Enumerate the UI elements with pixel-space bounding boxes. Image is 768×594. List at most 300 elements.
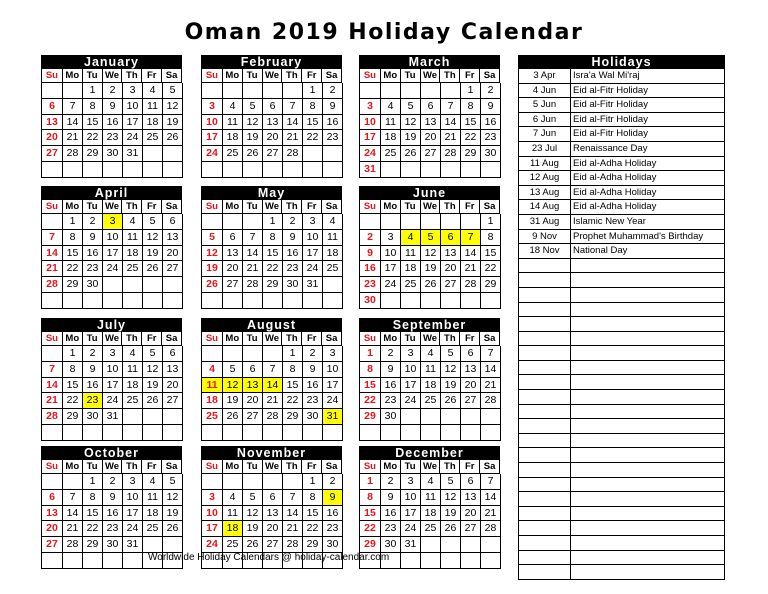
day-cell: 25 [223, 537, 243, 553]
day-cell: 28 [63, 146, 83, 162]
day-cell: 12 [441, 490, 461, 506]
empty-cell [103, 553, 123, 569]
day-cell: 27 [243, 409, 263, 425]
day-cell: 25 [143, 521, 163, 537]
day-cell: 25 [202, 409, 223, 425]
day-cell: 24 [202, 537, 223, 553]
day-cell: 23 [283, 261, 303, 277]
day-cell: 25 [123, 261, 143, 277]
holiday-date [519, 463, 571, 478]
day-cell: 15 [360, 506, 381, 522]
holiday-name [571, 492, 725, 507]
holiday-name [571, 405, 725, 420]
empty-cell [202, 83, 223, 99]
empty-cell [323, 425, 343, 441]
holiday-date [519, 521, 571, 536]
day-cell: 27 [461, 393, 481, 409]
holiday-name: Eid al-Fitr Holiday [571, 127, 725, 142]
weekday-label: Tu [243, 332, 263, 346]
holiday-date: 3 Apr [519, 69, 571, 84]
empty-cell [421, 162, 441, 178]
holiday-date: 12 Aug [519, 171, 571, 186]
day-cell: 19 [202, 261, 223, 277]
weekday-label: Su [42, 69, 63, 83]
holiday-name [571, 288, 725, 303]
holiday-date [519, 448, 571, 463]
empty-cell [401, 425, 421, 441]
empty-cell [283, 293, 303, 309]
day-cell: 13 [461, 362, 481, 378]
weekday-label: Fr [302, 332, 322, 346]
holiday-day-cell: 9 [323, 490, 343, 506]
day-cell: 22 [263, 261, 283, 277]
holiday-day-cell: 12 [223, 378, 243, 394]
day-cell: 4 [202, 362, 223, 378]
day-cell: 10 [103, 230, 123, 246]
holiday-day-cell: 5 [421, 230, 441, 246]
day-cell: 11 [421, 490, 441, 506]
day-cell: 29 [461, 146, 481, 162]
day-cell: 26 [143, 261, 163, 277]
holiday-day-cell: 14 [263, 378, 283, 394]
day-cell: 17 [381, 261, 401, 277]
holiday-date: 31 Aug [519, 215, 571, 230]
weekday-label: Tu [83, 200, 103, 214]
holiday-row [519, 390, 725, 405]
holiday-name: Prophet Muhammad's Birthday [571, 230, 725, 245]
weekday-header [201, 200, 342, 214]
weekday-label: Mo [381, 69, 401, 83]
holiday-name [571, 565, 725, 580]
day-cell: 31 [103, 409, 123, 425]
month-december [359, 446, 500, 569]
weekday-label: Sa [480, 200, 500, 214]
day-cell: 2 [83, 346, 103, 362]
empty-cell [481, 409, 501, 425]
day-cell: 24 [401, 521, 421, 537]
empty-cell [163, 537, 183, 553]
day-cell: 16 [283, 246, 303, 262]
day-cell: 20 [42, 130, 63, 146]
day-cell: 21 [63, 521, 83, 537]
holiday-name [571, 332, 725, 347]
day-cell: 27 [441, 277, 461, 293]
empty-cell [401, 162, 421, 178]
day-cell: 18 [202, 393, 223, 409]
day-cell: 28 [42, 277, 63, 293]
holiday-row [519, 273, 725, 288]
weekday-label: Sa [480, 69, 500, 83]
day-cell: 11 [323, 230, 343, 246]
holiday-name: Eid al-Fitr Holiday [571, 84, 725, 99]
day-cell: 16 [323, 115, 343, 131]
weekday-label: We [263, 69, 283, 83]
day-cell: 7 [63, 490, 83, 506]
weekday-label: Sa [322, 460, 342, 474]
day-cell: 19 [143, 378, 163, 394]
empty-cell [163, 409, 183, 425]
empty-cell [202, 162, 223, 178]
day-cell: 11 [123, 362, 143, 378]
day-cell: 9 [381, 490, 401, 506]
holiday-date [519, 419, 571, 434]
day-cell: 15 [83, 506, 103, 522]
empty-cell [441, 409, 461, 425]
day-cell: 22 [283, 393, 303, 409]
day-cell: 6 [42, 490, 63, 506]
weekday-label: Tu [401, 460, 421, 474]
empty-cell [63, 425, 83, 441]
weekday-label: We [103, 332, 123, 346]
day-cell: 30 [103, 146, 123, 162]
day-cell: 14 [283, 115, 303, 131]
weekday-label: Mo [63, 69, 83, 83]
day-cell: 28 [441, 146, 461, 162]
holiday-day-cell: 31 [323, 409, 343, 425]
day-cell: 24 [103, 393, 123, 409]
day-cell: 14 [481, 362, 501, 378]
day-cell: 4 [381, 99, 401, 115]
day-cell: 9 [103, 99, 123, 115]
day-cell: 4 [421, 474, 441, 490]
empty-cell [401, 83, 421, 99]
day-cell: 15 [303, 506, 323, 522]
weekday-header [359, 69, 500, 83]
weekday-label: Sa [322, 69, 342, 83]
empty-cell [243, 346, 263, 362]
day-cell: 10 [123, 99, 143, 115]
day-cell: 14 [243, 246, 263, 262]
day-cell: 24 [401, 393, 421, 409]
weekday-label: Tu [401, 332, 421, 346]
weekday-label: Tu [243, 69, 263, 83]
empty-cell [163, 146, 183, 162]
day-cell: 14 [461, 246, 481, 262]
day-cell: 12 [401, 115, 421, 131]
weekday-label: Sa [162, 200, 182, 214]
holiday-date [519, 492, 571, 507]
month-february [201, 55, 342, 178]
weekday-label: Tu [243, 200, 263, 214]
empty-cell [401, 214, 421, 230]
empty-cell [381, 293, 401, 309]
day-cell: 31 [123, 146, 143, 162]
weekday-label: Sa [162, 332, 182, 346]
day-cell: 15 [303, 115, 323, 131]
holiday-day-cell: 6 [441, 230, 461, 246]
day-cell: 26 [243, 146, 263, 162]
day-cell: 9 [83, 362, 103, 378]
holiday-row [519, 507, 725, 522]
holiday-date [519, 405, 571, 420]
weekday-label: Th [440, 200, 460, 214]
day-cell: 7 [42, 230, 63, 246]
day-cell: 23 [103, 130, 123, 146]
holiday-date [519, 361, 571, 376]
holiday-day-cell: 7 [461, 230, 481, 246]
day-cell: 20 [42, 521, 63, 537]
weekday-label: Su [360, 200, 381, 214]
day-cell: 19 [163, 115, 183, 131]
empty-cell [243, 425, 263, 441]
holiday-date [519, 346, 571, 361]
day-cell: 17 [123, 115, 143, 131]
month-title: August [201, 318, 342, 332]
weekday-label: Su [360, 69, 381, 83]
holiday-row [519, 405, 725, 420]
day-cell: 7 [441, 99, 461, 115]
day-cell: 31 [303, 277, 323, 293]
holiday-row [519, 259, 725, 274]
day-cell: 3 [103, 346, 123, 362]
empty-cell [123, 409, 143, 425]
day-cell: 20 [441, 261, 461, 277]
day-cell: 7 [42, 362, 63, 378]
holiday-row [519, 244, 725, 259]
month-title: April [41, 186, 182, 200]
day-cell: 20 [263, 521, 283, 537]
holiday-name: Isra'a Wal Mi'raj [571, 69, 725, 84]
holiday-row [519, 157, 725, 172]
day-grid [41, 214, 182, 309]
day-cell: 26 [202, 277, 223, 293]
day-cell: 1 [303, 474, 323, 490]
empty-cell [123, 425, 143, 441]
day-cell: 12 [163, 490, 183, 506]
day-cell: 21 [481, 378, 501, 394]
day-grid [201, 83, 342, 178]
day-cell: 1 [481, 214, 501, 230]
day-cell: 29 [263, 277, 283, 293]
day-cell: 3 [401, 346, 421, 362]
day-cell: 15 [283, 378, 303, 394]
day-cell: 23 [360, 277, 381, 293]
day-cell: 20 [243, 393, 263, 409]
day-cell: 8 [481, 230, 501, 246]
holiday-name [571, 346, 725, 361]
day-cell: 4 [223, 99, 243, 115]
day-cell: 10 [103, 362, 123, 378]
day-cell: 10 [123, 490, 143, 506]
day-cell: 25 [421, 521, 441, 537]
day-cell: 9 [283, 230, 303, 246]
day-cell: 30 [323, 537, 343, 553]
day-cell: 21 [283, 130, 303, 146]
holiday-row [519, 215, 725, 230]
weekday-label: Su [42, 200, 63, 214]
holidays-table [518, 69, 725, 580]
holiday-row [519, 127, 725, 142]
day-cell: 6 [223, 230, 243, 246]
weekday-header [41, 332, 182, 346]
weekday-label: Fr [460, 69, 480, 83]
day-cell: 6 [163, 214, 183, 230]
holiday-name [571, 273, 725, 288]
weekday-label: Sa [322, 332, 342, 346]
day-cell: 30 [83, 277, 103, 293]
day-cell: 21 [461, 261, 481, 277]
day-cell: 23 [303, 393, 323, 409]
day-cell: 6 [461, 474, 481, 490]
day-cell: 11 [223, 506, 243, 522]
day-cell: 26 [163, 521, 183, 537]
day-cell: 2 [83, 214, 103, 230]
day-cell: 23 [381, 521, 401, 537]
day-cell: 3 [323, 346, 343, 362]
day-cell: 13 [163, 362, 183, 378]
day-cell: 22 [461, 130, 481, 146]
day-cell: 19 [243, 521, 263, 537]
day-cell: 12 [143, 362, 163, 378]
day-cell: 16 [303, 378, 323, 394]
weekday-label: Fr [302, 200, 322, 214]
holiday-date: 18 Nov [519, 244, 571, 259]
empty-cell [421, 425, 441, 441]
holiday-date: 23 Jul [519, 142, 571, 157]
day-cell: 24 [323, 393, 343, 409]
day-cell: 16 [481, 115, 501, 131]
holiday-row [519, 448, 725, 463]
day-cell: 8 [283, 362, 303, 378]
day-cell: 13 [163, 230, 183, 246]
weekday-label: Mo [223, 200, 243, 214]
weekday-header [41, 460, 182, 474]
day-cell: 10 [401, 490, 421, 506]
weekday-label: Tu [243, 460, 263, 474]
day-cell: 19 [143, 246, 163, 262]
day-cell: 22 [481, 261, 501, 277]
day-cell: 26 [223, 409, 243, 425]
day-cell: 2 [283, 214, 303, 230]
holiday-name [571, 478, 725, 493]
weekday-label: Mo [223, 332, 243, 346]
holiday-row [519, 113, 725, 128]
day-cell: 3 [123, 474, 143, 490]
day-cell: 29 [83, 146, 103, 162]
day-cell: 12 [243, 115, 263, 131]
day-cell: 8 [263, 230, 283, 246]
weekday-label: Fr [142, 332, 162, 346]
weekday-label: Sa [162, 460, 182, 474]
weekday-label: Mo [381, 200, 401, 214]
holiday-name: Eid al-Adha Holiday [571, 200, 725, 215]
weekday-label: We [103, 460, 123, 474]
empty-cell [381, 214, 401, 230]
weekday-label: Sa [322, 200, 342, 214]
empty-cell [103, 293, 123, 309]
holiday-name [571, 448, 725, 463]
weekday-label: Mo [381, 332, 401, 346]
day-cell: 24 [123, 130, 143, 146]
empty-cell [42, 553, 63, 569]
day-cell: 23 [83, 261, 103, 277]
day-cell: 22 [360, 393, 381, 409]
day-cell: 30 [381, 537, 401, 553]
day-cell: 24 [123, 521, 143, 537]
day-cell: 24 [381, 277, 401, 293]
empty-cell [223, 425, 243, 441]
day-cell: 10 [401, 362, 421, 378]
empty-cell [83, 162, 103, 178]
footer-credit: Worldwide Holiday Calendars @ holiday-calendar.com [148, 552, 390, 563]
day-cell: 12 [202, 246, 223, 262]
day-cell: 20 [421, 130, 441, 146]
holiday-day-cell: 18 [223, 521, 243, 537]
day-cell: 7 [481, 346, 501, 362]
empty-cell [303, 162, 323, 178]
day-cell: 12 [163, 99, 183, 115]
day-cell: 11 [143, 99, 163, 115]
day-cell: 17 [360, 130, 381, 146]
holiday-date: 4 Jun [519, 84, 571, 99]
holiday-date: 14 Aug [519, 200, 571, 215]
weekday-label: Mo [381, 460, 401, 474]
holiday-row [519, 346, 725, 361]
day-cell: 1 [83, 474, 103, 490]
day-cell: 26 [441, 521, 461, 537]
weekday-label: We [263, 460, 283, 474]
month-title: September [359, 318, 500, 332]
holiday-name [571, 375, 725, 390]
day-cell: 20 [163, 246, 183, 262]
empty-cell [441, 537, 461, 553]
day-cell: 27 [42, 537, 63, 553]
day-cell: 15 [481, 246, 501, 262]
day-cell: 16 [323, 506, 343, 522]
holidays-panel [518, 55, 725, 580]
weekday-label: Fr [142, 69, 162, 83]
holiday-date [519, 332, 571, 347]
holiday-name: Islamic New Year [571, 215, 725, 230]
day-cell: 11 [223, 115, 243, 131]
day-cell: 27 [223, 277, 243, 293]
weekday-label: Mo [63, 332, 83, 346]
day-cell: 2 [103, 83, 123, 99]
day-cell: 30 [381, 409, 401, 425]
month-title: May [201, 186, 342, 200]
day-cell: 2 [103, 474, 123, 490]
holiday-row [519, 419, 725, 434]
empty-cell [303, 146, 323, 162]
day-cell: 12 [421, 246, 441, 262]
month-title: March [359, 55, 500, 69]
empty-cell [223, 474, 243, 490]
weekday-label: Fr [460, 460, 480, 474]
empty-cell [461, 162, 481, 178]
holiday-date [519, 434, 571, 449]
day-cell: 31 [401, 537, 421, 553]
empty-cell [461, 553, 481, 569]
day-cell: 17 [103, 378, 123, 394]
day-cell: 9 [381, 362, 401, 378]
day-grid [41, 346, 182, 441]
day-cell: 7 [63, 99, 83, 115]
empty-cell [421, 553, 441, 569]
holiday-name [571, 390, 725, 405]
day-cell: 26 [143, 393, 163, 409]
day-cell: 15 [83, 115, 103, 131]
empty-cell [381, 425, 401, 441]
day-cell: 14 [42, 246, 63, 262]
month-title: February [201, 55, 342, 69]
day-cell: 28 [481, 393, 501, 409]
holiday-row [519, 84, 725, 99]
day-cell: 1 [63, 214, 83, 230]
day-cell: 6 [263, 490, 283, 506]
day-cell: 14 [283, 506, 303, 522]
holiday-name [571, 317, 725, 332]
weekday-label: Mo [63, 460, 83, 474]
